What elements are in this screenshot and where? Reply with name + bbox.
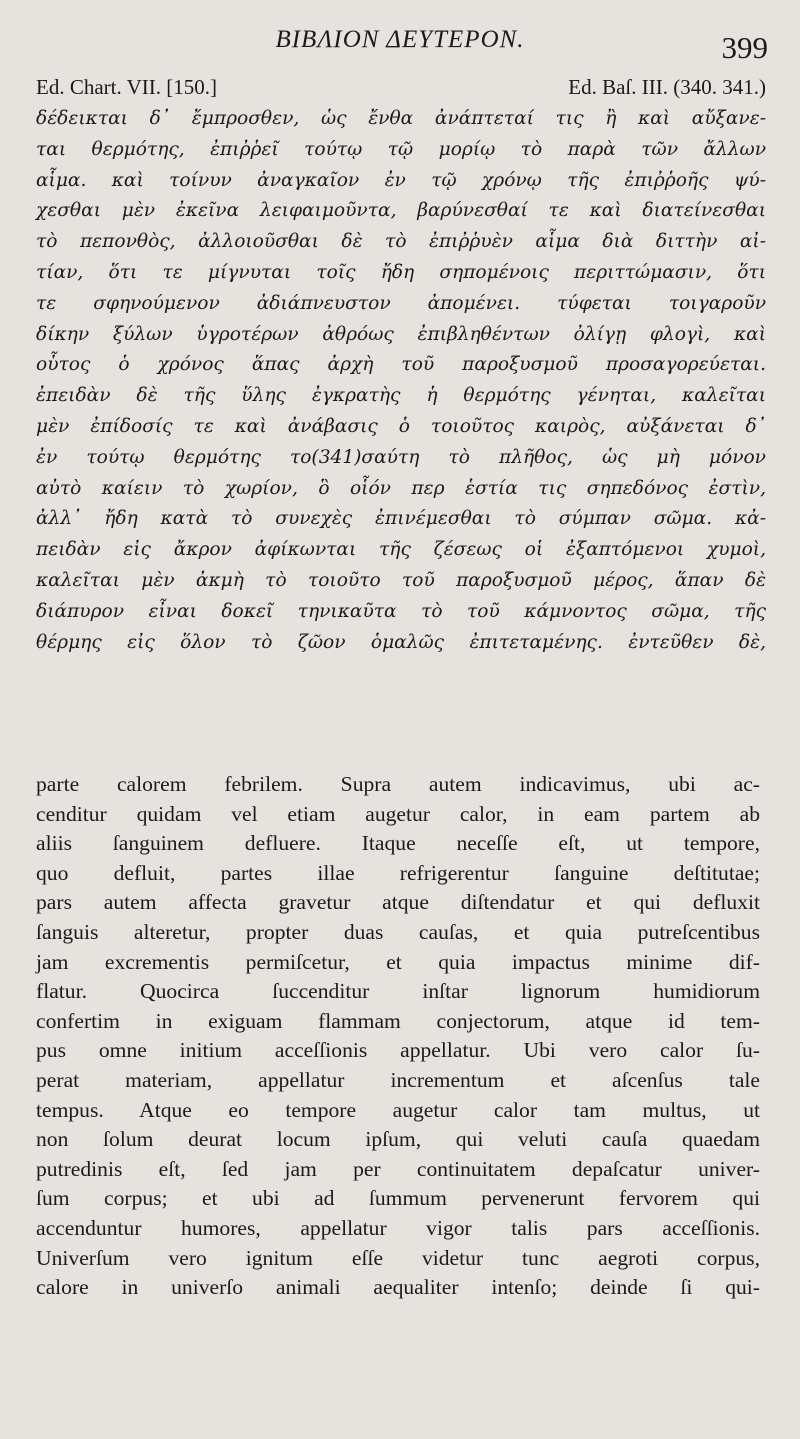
latin-text-line: ſanguis alteretur, propter duas cauſas, et quia putreſcentibus [36,919,760,944]
edition-reference-right: Ed. Baſ. III. (340. 341.) [568,75,766,99]
latin-text-line: perat materiam, appellatur incrementum et aſcenſus tale [36,1067,760,1092]
latin-text-line: Univerſum vero ignitum eſſe videtur tunc aegroti corpus, [36,1245,760,1270]
greek-text-line: καλεῖται μὲν ἀκμὴ τὸ τοιοῦτο τοῦ παροξυσμοῦ μέρος, ἅπαν δὲ [36,569,766,591]
latin-text-line: jam excrementis permiſcetur, et quia impactus minime dif- [36,949,760,974]
latin-text-line: confertim in exiguam flammam conjectorum, atque id tem- [36,1008,760,1033]
latin-text-line: tempus. Atque eo tempore augetur calor tam multus, ut [36,1097,760,1122]
edition-reference-left: Ed. Chart. VII. [150.] [36,75,217,99]
page-number: 399 [721,30,768,65]
latin-text-line: parte calorem febrilem. Supra autem indicavimus, ubi ac- [36,772,760,796]
greek-text-line: δέδεικται δ᾽ ἔμπροσθεν, ὡς ἔνθα ἀνάπτεταί τις ἢ καὶ αὔξανε- [36,108,766,129]
greek-text-line: τε σφηνούμενον ἀδιάπνευστον ἀπομένει. τύφεται τοιγαροῦν [36,292,766,314]
greek-text-line: ἐπειδὰν δὲ τῆς ὕλης ἐγκρατὴς ἡ θερμότης γένηται, καλεῖται [36,385,766,407]
greek-text-line: πειδὰν εἰς ἄκρον ἀφίκωνται τῆς ζέσεως οἱ ἐξαπτόμενοι χυμοὶ, [36,539,766,561]
latin-text-line: aliis ſanguinem defluere. Itaque neceſſe eſt, ut tempore, [36,831,760,856]
greek-text-line: ἐν τούτῳ θερμότης το(341)σαύτη τὸ πλῆθος, ὡς μὴ μόνον [36,446,766,468]
greek-text-line: θέρμης εἰς ὅλον τὸ ζῶον ὁμαλῶς ἐπιτεταμένης. ἐντεῦθεν δὲ, [36,631,766,653]
greek-text-line: δίκην ξύλων ὑγροτέρων ἀθρόως ἐπιβληθέντων ὀλίγῃ φλογὶ, καὶ [36,323,766,345]
latin-text-line: pars autem affecta gravetur atque diſtendatur et qui defluxit [36,890,760,915]
latin-text-line: ſum corpus; et ubi ad ſummum pervenerunt fervorem qui [36,1186,760,1211]
greek-text-line: μὲν ἐπίδοσίς τε καὶ ἀνάβασις ὁ τοιοῦτος καιρὸς, αὐξάνεται δ᾽ [36,415,766,437]
latin-text-line: non ſolum deurat locum ipſum, qui veluti cauſa quaedam [36,1127,760,1152]
latin-text-line: calore in univerſo animali aequaliter intenſo; deinde ſi qui- [36,1275,760,1300]
running-title: ΒΙΒΛΙΟΝ ΔΕΥΤΕΡΟΝ. [275,26,525,53]
greek-text-line: αἷμα. καὶ τοίνυν ἀναγκαῖον ἐν τῷ χρόνῳ τῆς ἐπιῤῥοῆς ψύ- [36,169,766,191]
greek-text-line: τίαν, ὅτι τε μίγνυται τοῖς ἤδη σηπομένοις περιττώμασιν, ὅτι [36,261,766,283]
latin-text-block [36,770,760,1303]
greek-text-line: οὗτος ὁ χρόνος ἅπας ἀρχὴ τοῦ παροξυσμοῦ προσαγορεύεται. [36,354,766,376]
greek-text-line: αὐτὸ καίειν τὸ χωρίον, ὃ οἷόν περ ἑστία τις σηπεδόνος ἐστὶν, [36,477,766,499]
greek-text-line: ται θερμότης, ἐπιῤῥεῖ τούτῳ τῷ μορίῳ τὸ παρὰ τῶν ἄλλων [36,138,766,160]
latin-text-line: cenditur quidam vel etiam augetur calor, in eam partem ab [36,801,760,826]
latin-text-line: pus omne initium acceſſionis appellatur. Ubi vero calor ſu- [36,1038,760,1063]
latin-text-line: accenduntur humores, appellatur vigor talis pars acceſſionis. [36,1215,760,1240]
latin-text-line: quo defluit, partes illae refrigerentur ſanguine deſtitutae; [36,860,760,885]
latin-text-line: flatur. Quocirca ſuccenditur inſtar lignorum humidiorum [36,979,760,1004]
greek-text-block [36,104,766,658]
greek-text-line: τὸ πεπονθὸς, ἀλλοιοῦσθαι δὲ τὸ ἐπιῤῥυὲν αἷμα διὰ διττὴν αἰ- [36,231,766,253]
latin-text-line: putredinis eſt, ſed jam per continuitatem depaſcatur univer- [36,1156,760,1181]
greek-text-line: ἀλλ᾽ ἤδη κατὰ τὸ συνεχὲς ἐπινέμεσθαι τὸ σύμπαν σῶμα. κἀ- [36,508,766,530]
greek-text-line: χεσθαι μὲν ἐκεῖνα λειφαιμοῦντα, βαρύνεσθαί τε καὶ διατείνεσθαι [36,200,766,222]
greek-text-line: διάπυρον εἶναι δοκεῖ τηνικαῦτα τὸ τοῦ κάμνοντος σῶμα, τῆς [36,600,766,622]
